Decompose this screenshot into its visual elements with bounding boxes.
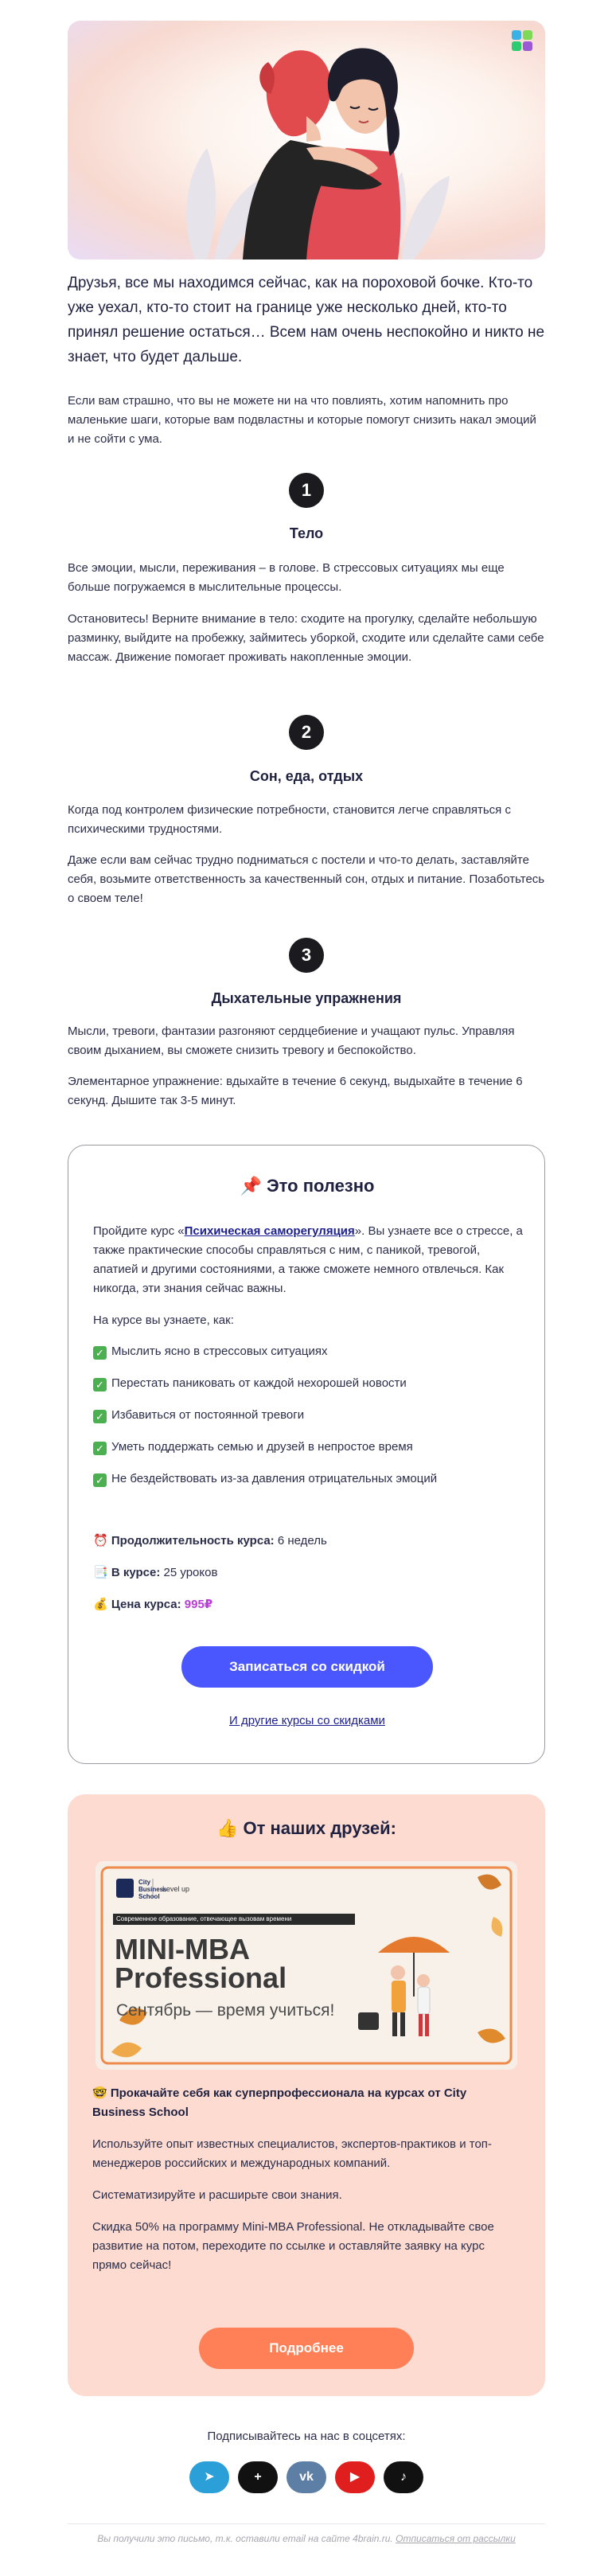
checkmark-icon: ✓ [93,1378,107,1391]
banner-title-2: Professional [115,1961,287,1994]
duration-label: Продолжительность курса: [111,1534,275,1548]
banner-title-1: MINI-MBA [115,1933,250,1965]
footer-text: Вы получили это письмо, т.к. оставили email на сайте 4brain.ru. [97,2533,393,2544]
partner-banner[interactable] [96,1861,517,2070]
youtube-icon[interactable]: ▶ [335,2461,375,2493]
telegram-icon[interactable]: ➤ [189,2461,229,2493]
lead-paragraph: Друзья, все мы находимся сейчас, как на пороховой бочке. Кто-то уже уехал, кто-то стоит на границе уже несколько дней, кто-то принял решение остаться… Всем нам очень неспокойно и никто не знает, что будет дальше. [68,275,545,365]
checkmark-icon: ✓ [93,1442,107,1455]
footer [68,2533,545,2544]
step-1-text-2: Остановитесь! Верните внимание в тело: сходите на прогулку, сделайте небольшую разминку, выйдите на пробежку, займитесь уборкой, сходите или сделайте сами себе массаж. Движение помогает проживать накопленные эмоции. [68,612,544,664]
checkmark-icon: ✓ [93,1346,107,1360]
course-duration [93,1532,523,1550]
partner-text-1: Используйте опыт известных специалистов, экспертов-практиков и топ-менеджеров российских и международных компаний. [92,2137,492,2170]
more-details-button[interactable]: Подробнее [199,2328,414,2369]
tiktok-icon[interactable]: ♪ [384,2461,423,2493]
list-item [93,1470,523,1488]
checkmark-icon: ✓ [93,1473,107,1487]
partner-title: 👍 От наших друзей: [216,1818,397,1838]
step-3-text-1: Мысли, тревоги, фантазии разгоняют сердцебиение и учащают пульс. Управляя своим дыханием, вы сможете снизить тревогу и беспокойство. [68,1025,515,1057]
useful-description [93,1222,523,1298]
banner-brand-line: Business [138,1886,167,1893]
list-item-label: Мыслить ясно в стрессовых ситуациях [111,1345,328,1358]
list-item-label: Избавиться от постоянной тревоги [111,1408,305,1422]
useful-text-after: ». Вы узнаете все о стрессе, а также практические способы справляться с ним, с паникой, тревогой, апатией и другими состояниями, а также сможете немного отвлечься. Как никогда, эти знания сейчас важны. [93,1224,523,1295]
list-item [93,1438,523,1456]
step-1-text-1: Все эмоции, мысли, переживания – в голове. В стрессовых ситуациях мы еще больше погружаемся в мыслительные процессы. [68,561,505,594]
learn-label: На курсе вы узнаете, как: [93,1313,234,1327]
lessons-value: 25 уроков [163,1566,218,1579]
vk-icon[interactable]: vk [287,2461,326,2493]
social-label: Подписывайтесь на нас в соцсетях: [207,2430,406,2443]
step-1-title: Тело [289,525,324,541]
list-item-label: Перестать паниковать от каждой нехорошей новости [111,1376,407,1390]
list-item [93,1407,523,1424]
banner-strip: Современное образование, отвечающее вызовам времени [116,1915,292,1922]
brand-logo-icon [510,29,534,53]
banner-brand-line: City [138,1879,151,1886]
list-item [93,1375,523,1392]
useful-card [68,1145,545,1764]
checkmark-icon: ✓ [93,1410,107,1423]
enroll-discount-button[interactable]: Записаться со скидкой [181,1646,433,1688]
banner-brand-line: School [138,1893,160,1900]
step-2-title: Сон, еда, отдых [249,768,364,784]
step-2-text-2: Даже если вам сейчас трудно подниматься с постели и что-то делать, заставляйте себя, возьмите ответственность за качественный сон, отдых и питание. Позаботьтесь о своем теле! [68,853,545,905]
partner-headline: 🤓 Прокачайте себя как суперпрофессионала на курсах от City Business School [92,2086,467,2119]
course-lessons [93,1564,523,1582]
unsubscribe-link[interactable]: Отписаться от рассылки [396,2533,516,2544]
hero-illustration [68,21,545,260]
step-3-number: 3 [289,938,324,973]
partner-card [68,1794,545,2396]
banner-subtitle: Сентябрь — время учиться! [116,2001,335,2020]
duration-value: 6 недель [277,1534,327,1548]
plus-icon[interactable]: + [238,2461,278,2493]
price-label: Цена курса: [111,1598,181,1611]
lessons-label: В курсе: [111,1566,161,1579]
footer-divider [68,2523,545,2524]
intro-paragraph: Если вам страшно, что вы не можете ни на что повлиять, хотим напомнить про маленькие шаги, которые вам подвластны и которые помогут снизить накал эмоций и не сойти с ума. [68,394,536,446]
price-value: 995₽ [184,1598,213,1611]
money-bag-icon: 💰 [93,1598,108,1611]
partner-text-3: Скидка 50% на программу Mini-MBA Professional. Не откладывайте свое развитие на потом, переходите по ссылке и оставляйте заявку на курс прямо сейчас! [92,2220,494,2272]
list-item-label: Не бездействовать из-за давления отрицательных эмоций [111,1472,438,1485]
step-1-number: 1 [289,473,324,508]
course-price [93,1596,523,1614]
list-item-label: Уметь поддержать семью и друзей в непростое время [111,1440,413,1454]
useful-text-before: Пройдите курс « [93,1224,185,1238]
useful-title: 📌 Это полезно [240,1176,375,1196]
course-link[interactable]: Психическая саморегуляция [184,1224,355,1238]
step-2-number: 2 [289,715,324,750]
document-icon: 📑 [93,1566,108,1579]
partner-text-2: Систематизируйте и расширьте свои знания. [92,2188,342,2202]
step-3-text-2: Элементарное упражнение: вдыхайте в течение 6 секунд, выдыхайте в течение 6 секунд. Дышите так 3-5 минут. [68,1075,523,1107]
step-3-title: Дыхательные упражнения [211,990,402,1006]
step-2-text-1: Когда под контролем физические потребности, становится легче справляться с психическими трудностями. [68,803,511,836]
banner-tag: Level up [162,1885,190,1893]
list-item [93,1343,523,1360]
social-icons [189,2461,423,2495]
more-courses-link[interactable]: И другие курсы со скидками [229,1714,385,1727]
alarm-clock-icon: ⏰ [93,1534,108,1548]
